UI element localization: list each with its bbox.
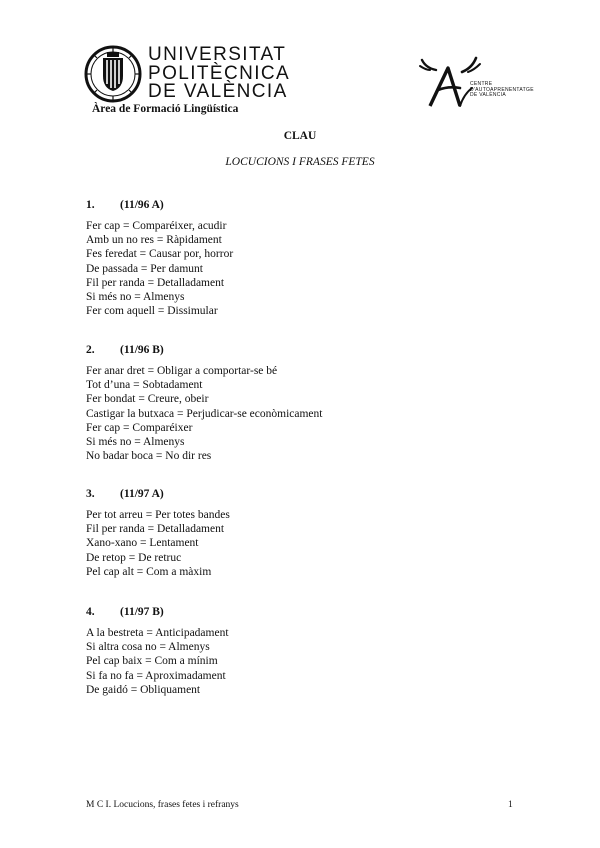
section-heading xyxy=(86,343,536,357)
entry: Fil per randa = Detalladament xyxy=(86,523,225,536)
entry: Amb un no res = Ràpidament xyxy=(86,234,222,247)
entry: De passada = Per damunt xyxy=(86,262,203,275)
page-number: 1 xyxy=(508,800,513,810)
entry: Si més no = Almenys xyxy=(86,291,185,304)
section-heading xyxy=(86,487,536,501)
entry-list xyxy=(86,626,536,697)
entry: Fes feredat = Causar por, horror xyxy=(86,248,234,261)
partner-logo xyxy=(414,54,554,112)
upv-logo xyxy=(84,44,291,104)
partner-logo-text xyxy=(470,82,534,99)
entry: Fil per randa = Detalladament xyxy=(86,276,225,289)
section-1 xyxy=(86,198,536,318)
university-line-2: POLITÈCNICA xyxy=(148,62,291,84)
entry: Pel cap baix = Com a mínim xyxy=(86,655,218,668)
entry: Fer com aquell = Dissimular xyxy=(86,305,218,318)
document-subtitle: LOCUCIONS I FRASES FETES xyxy=(225,156,375,168)
upv-shield-icon xyxy=(84,44,142,104)
entry: Tot d’una = Sobtadament xyxy=(86,379,203,392)
section-code: (11/96 B) xyxy=(120,344,164,356)
entry-list xyxy=(86,219,536,318)
area-label: Àrea de Formació Lingüística xyxy=(92,103,239,115)
section-number: 3. xyxy=(86,488,95,500)
entry: Fer anar dret = Obligar a comportar-se bé xyxy=(86,365,278,377)
entry: Fer cap = Comparéixer, acudir xyxy=(86,220,227,232)
entry: Fer bondat = Creure, obeir xyxy=(86,393,209,406)
partner-line-2: D'AUTOAPRENENTATGE xyxy=(470,86,534,93)
entry: Si altra cosa no = Almenys xyxy=(86,641,210,654)
entry: Castigar la butxaca = Perjudicar-se econòmicament xyxy=(86,407,323,420)
entry-list xyxy=(86,364,536,463)
university-line-3: DE VALÈNCIA xyxy=(148,81,288,102)
section-heading xyxy=(86,605,536,619)
section-heading xyxy=(86,198,536,212)
section-2 xyxy=(86,343,536,463)
entry: Si fa no fa = Aproximadament xyxy=(86,669,226,682)
section-4 xyxy=(86,605,536,697)
entry: No badar boca = No dir res xyxy=(86,450,212,463)
partner-line-3: DE VALÈNCIA xyxy=(470,92,506,99)
university-line-1: UNIVERSITAT xyxy=(148,44,287,65)
entry: Xano-xano = Lentament xyxy=(86,537,199,550)
footer-title: M C I. Locucions, frases fetes i refranys xyxy=(86,800,239,810)
university-name xyxy=(148,46,290,102)
entry: Per tot arreu = Per totes bandes xyxy=(86,509,230,521)
entry-list xyxy=(86,508,536,579)
section-number: 1. xyxy=(86,199,95,211)
section-number: 4. xyxy=(86,606,95,618)
section-code: (11/97 A) xyxy=(120,488,164,500)
document-title: CLAU xyxy=(283,130,317,142)
entry: De retop = De retruc xyxy=(86,551,182,564)
section-code: (11/96 A) xyxy=(120,199,164,211)
section-code: (11/97 B) xyxy=(120,606,164,618)
section-number: 2. xyxy=(86,344,95,356)
entry: Si més no = Almenys xyxy=(86,436,185,449)
entry: Pel cap alt = Com a màxim xyxy=(86,565,212,578)
entry: Fer cap = Comparéixer xyxy=(86,421,193,434)
partner-line-1: CENTRE xyxy=(470,81,493,87)
entry: A la bestreta = Anticipadament xyxy=(86,627,229,639)
entry: De gaidó = Obliquament xyxy=(86,683,201,696)
section-3 xyxy=(86,487,536,579)
